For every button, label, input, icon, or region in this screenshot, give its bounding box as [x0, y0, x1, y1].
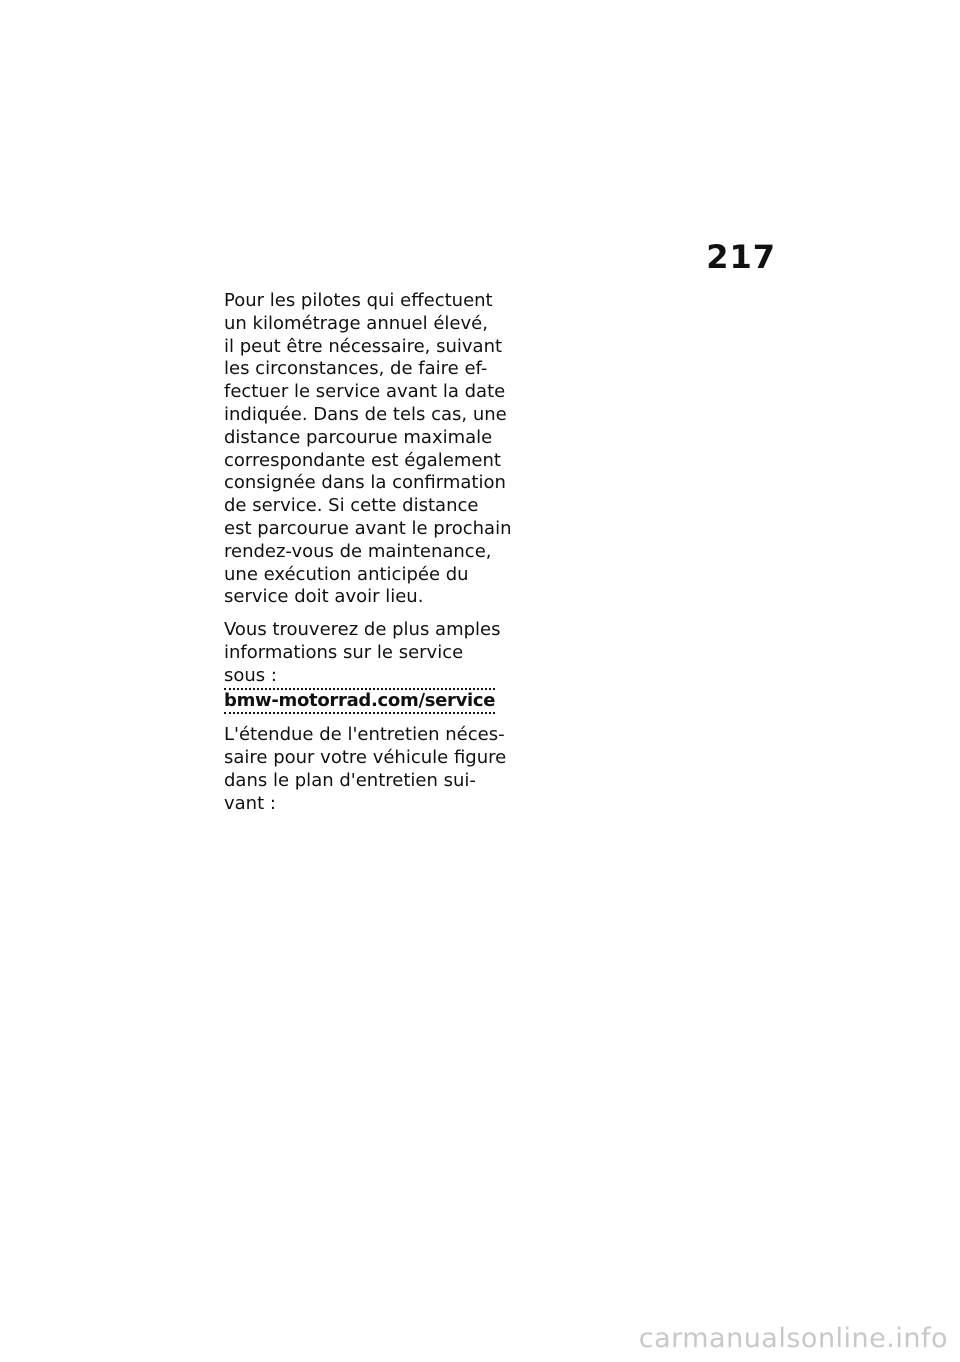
text-line: dans le plan d'entretien sui- [224, 769, 476, 791]
text-line: il peut être nécessaire, suivant [224, 335, 503, 357]
text-line: correspondante est également [224, 449, 501, 471]
paragraph-maintenance-scope [224, 724, 507, 815]
text-line: fectuer le service avant la date [224, 381, 506, 403]
page-number: 217 [706, 238, 776, 276]
text-line: consignée dans la confirmation [224, 472, 506, 494]
service-link[interactable]: bmw-motorrad.com/service [224, 688, 495, 715]
text-line: indiquée. Dans de tels cas, une [224, 403, 507, 425]
text-line: distance parcourue maximale [224, 426, 493, 448]
text-line: informations sur le service [224, 641, 464, 663]
text-line: les circonstances, de faire ef- [224, 358, 488, 380]
text-line: est parcourue avant le prochain [224, 517, 512, 539]
text-line: saire pour votre véhicule figure [224, 747, 507, 769]
text-line: une exécution anticipée du [224, 563, 469, 585]
text-line: L'étendue de l'entretien néces- [224, 724, 505, 746]
text-line: service doit avoir lieu. [224, 586, 424, 608]
text-line: Pour les pilotes qui effectuent [224, 290, 493, 311]
text-line: sous : [224, 664, 277, 686]
text-line: vant : [224, 792, 276, 814]
text-line: de service. Si cette distance [224, 495, 479, 517]
paragraph-more-info [224, 619, 501, 714]
paragraph-service-distance [224, 290, 512, 609]
text-line: rendez-vous de maintenance, [224, 540, 492, 562]
text-line: Vous trouverez de plus amples [224, 619, 501, 641]
text-column [224, 290, 512, 826]
text-line: un kilométrage annuel élevé, [224, 312, 488, 334]
watermark: carmanualsonline.info [638, 1323, 948, 1354]
